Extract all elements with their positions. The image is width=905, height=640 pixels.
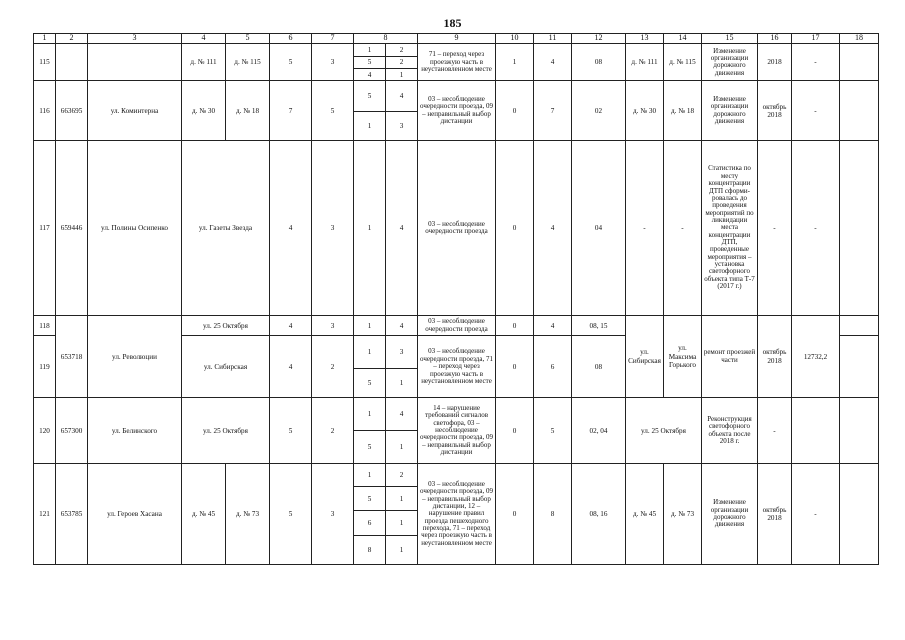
col-header: 18: [840, 34, 879, 44]
col-header: 11: [534, 34, 572, 44]
table-row: [34, 398, 879, 431]
row-number: 115: [34, 44, 56, 81]
cell-c14: д. № 115: [664, 44, 702, 81]
cell-c17: -: [792, 140, 840, 315]
sub-a: 5: [354, 81, 386, 112]
cell-empty: [56, 44, 88, 81]
cell-empty: [88, 44, 182, 81]
object-code: 653718: [56, 315, 88, 397]
street-name: ул. Полины Осипенко: [88, 140, 182, 315]
address-to: д. № 115: [226, 44, 270, 81]
col-header: 12: [572, 34, 626, 44]
address-from: д. № 45: [182, 464, 226, 565]
street-name: ул. Революции: [88, 315, 182, 397]
violation-reason: 03 – несоблюдение очередности проезда, 09 – неправильный выбор дистанции, 12 – нарушение правил проезда пешеходного перехода, 71 – переход через проезжую часть в неустановленном месте: [418, 464, 496, 565]
sub-a: 5: [354, 56, 386, 68]
measure: Изменение организации дорожного движения: [702, 81, 758, 141]
sub-a: 1: [354, 398, 386, 431]
cell-c16: 2018: [758, 44, 792, 81]
cell-c14: д. № 18: [664, 81, 702, 141]
cell-c12: 02: [572, 81, 626, 141]
sub-a: 1: [354, 464, 386, 487]
cell-empty: [840, 336, 879, 398]
cell-c13-14: ул. 25 Октября: [626, 398, 702, 464]
page-number: 185: [443, 16, 462, 30]
cross-street: ул. Сибирская: [182, 336, 270, 398]
cell-c14: д. № 73: [664, 464, 702, 565]
col-header: 2: [56, 34, 88, 44]
measure: Изменение организации дорожного движения: [702, 464, 758, 565]
sub-b: 2: [386, 464, 418, 487]
sub-a: 8: [354, 536, 386, 565]
col-header: 7: [312, 34, 354, 44]
accident-table: [33, 33, 879, 565]
col-header: 5: [226, 34, 270, 44]
cell-c7: 2: [312, 398, 354, 464]
cell-c12: 08, 16: [572, 464, 626, 565]
sub-a: 5: [354, 369, 386, 398]
address-to: д. № 73: [226, 464, 270, 565]
col-header: 16: [758, 34, 792, 44]
cell-empty: [792, 398, 840, 464]
sub-b: 1: [386, 486, 418, 511]
cell-c11: 4: [534, 140, 572, 315]
cell-empty: [840, 315, 879, 336]
cell-c12: 08: [572, 44, 626, 81]
cross-street: ул. 25 Октября: [182, 315, 270, 336]
cell-c7: 3: [312, 315, 354, 336]
cell-c16: октябрь 2018: [758, 464, 792, 565]
measure: Реконструкция светофорного объекта после 2018 г.: [702, 398, 758, 464]
object-code: 659446: [56, 140, 88, 315]
row-number: 117: [34, 140, 56, 315]
cell-c10: 1: [496, 44, 534, 81]
cell-c10: 0: [496, 81, 534, 141]
cell-c12: 04: [572, 140, 626, 315]
cell-c16: -: [758, 398, 792, 464]
cell-c7: 3: [312, 44, 354, 81]
object-code: 653785: [56, 464, 88, 565]
cell-c7: 3: [312, 140, 354, 315]
cell-c16: октябрь 2018: [758, 315, 792, 397]
cell-c6: 4: [270, 315, 312, 336]
cell-empty: [840, 81, 879, 141]
sub-b: 1: [386, 511, 418, 536]
col-header: 17: [792, 34, 840, 44]
violation-reason: 03 – несоблюдение очередности проезда: [418, 140, 496, 315]
cell-c16: -: [758, 140, 792, 315]
measure: Изменение организации дорожного движения: [702, 44, 758, 81]
cell-c12: 08, 15: [572, 315, 626, 336]
col-header: 1: [34, 34, 56, 44]
cell-c14: ул. Максима Горького: [664, 315, 702, 397]
cell-c11: 4: [534, 44, 572, 81]
cell-c17: -: [792, 44, 840, 81]
cell-c7: 5: [312, 81, 354, 141]
col-header: 8: [354, 34, 418, 44]
col-header: 3: [88, 34, 182, 44]
sub-a: 4: [354, 68, 386, 80]
cell-c6: 4: [270, 336, 312, 398]
cell-empty: [840, 464, 879, 565]
sub-b: 4: [386, 398, 418, 431]
column-number-row: [34, 34, 879, 44]
sub-a: 6: [354, 511, 386, 536]
object-code: 663695: [56, 81, 88, 141]
address-to: д. № 18: [226, 81, 270, 141]
sub-b: 1: [386, 431, 418, 464]
cell-c11: 8: [534, 464, 572, 565]
cell-c6: 5: [270, 398, 312, 464]
cell-c17: -: [792, 81, 840, 141]
sub-a: 1: [354, 315, 386, 336]
cell-c17: -: [792, 464, 840, 565]
table-row: [34, 464, 879, 487]
cell-empty: [840, 44, 879, 81]
street-name: ул. Белинского: [88, 398, 182, 464]
row-number: 120: [34, 398, 56, 464]
violation-reason: 71 – переход через проезжую часть в неустановленном месте: [418, 44, 496, 81]
cell-c6: 5: [270, 44, 312, 81]
cell-c7: 3: [312, 464, 354, 565]
cell-c11: 4: [534, 315, 572, 336]
col-header: 10: [496, 34, 534, 44]
street-name: ул. Героев Хасана: [88, 464, 182, 565]
sub-a: 5: [354, 486, 386, 511]
sub-b: 1: [386, 369, 418, 398]
table-row: [34, 315, 879, 336]
sub-a: 1: [354, 336, 386, 369]
sub-b: 1: [386, 536, 418, 565]
col-header: 9: [418, 34, 496, 44]
cell-c12: 02, 04: [572, 398, 626, 464]
cell-c7: 2: [312, 336, 354, 398]
sub-b: 3: [386, 112, 418, 141]
cell-c14: -: [664, 140, 702, 315]
violation-reason: 03 – несоблюдение очередности проезда: [418, 315, 496, 336]
col-header: 13: [626, 34, 664, 44]
sub-b: 2: [386, 44, 418, 56]
cell-c10: 0: [496, 336, 534, 398]
sub-b: 4: [386, 81, 418, 112]
table-row: [34, 44, 879, 56]
cell-c11: 7: [534, 81, 572, 141]
cell-c6: 5: [270, 464, 312, 565]
table-row: [34, 140, 879, 315]
street-name: ул. Коминтерна: [88, 81, 182, 141]
cell-c6: 4: [270, 140, 312, 315]
table-row: [34, 81, 879, 112]
sub-a: 5: [354, 431, 386, 464]
address-from: д. № 30: [182, 81, 226, 141]
cell-c11: 6: [534, 336, 572, 398]
sub-a: 1: [354, 112, 386, 141]
sub-b: 2: [386, 56, 418, 68]
violation-reason: 03 – несоблюдение очередности проезда, 71 – переход через проезжую часть в неустановленном месте: [418, 336, 496, 398]
row-number: 118: [34, 315, 56, 336]
measure: ремонт проезжей части: [702, 315, 758, 397]
cell-c10: 0: [496, 464, 534, 565]
sub-a: 1: [354, 140, 386, 315]
measure: Статистика по месту концентрации ДТП сформи-ровалась до проведения мероприятий по ликвидации места концентрации ДТП, проведенные мероприятия – установка светофорного объекта типа Т-7 (2017 г.): [702, 140, 758, 315]
col-header: 15: [702, 34, 758, 44]
cross-street: ул. 25 Октября: [182, 398, 270, 464]
violation-reason: 14 – нарушение требований сигналов светофора, 03 – несоблюдение очередности проезда, 09 – неправильный выбор дистанции: [418, 398, 496, 464]
violation-reason: 03 – несоблюдение очередности проезда, 09 – неправильный выбор дистанции: [418, 81, 496, 141]
row-number: 119: [34, 336, 56, 398]
row-number: 121: [34, 464, 56, 565]
sub-b: 3: [386, 336, 418, 369]
row-number: 116: [34, 81, 56, 141]
cell-c10: 0: [496, 140, 534, 315]
cell-c10: 0: [496, 315, 534, 336]
cell-c13: д. № 30: [626, 81, 664, 141]
cell-c13: ул. Сибирская: [626, 315, 664, 397]
cell-c13: д. № 45: [626, 464, 664, 565]
col-header: 4: [182, 34, 226, 44]
col-header: 14: [664, 34, 702, 44]
sub-b: 4: [386, 315, 418, 336]
sub-a: 1: [354, 44, 386, 56]
sub-b: 4: [386, 140, 418, 315]
address-from: д. № 111: [182, 44, 226, 81]
sub-b: 1: [386, 68, 418, 80]
object-code: 657300: [56, 398, 88, 464]
cell-c13: д. № 111: [626, 44, 664, 81]
cell-c13: -: [626, 140, 664, 315]
cell-empty: [840, 140, 879, 315]
cell-c6: 7: [270, 81, 312, 141]
cell-c17: 12732,2: [792, 315, 840, 397]
cross-street: ул. Газеты Звезда: [182, 140, 270, 315]
cell-c11: 5: [534, 398, 572, 464]
cell-c16: октябрь 2018: [758, 81, 792, 141]
col-header: 6: [270, 34, 312, 44]
cell-c10: 0: [496, 398, 534, 464]
cell-empty: [840, 398, 879, 464]
cell-c12: 08: [572, 336, 626, 398]
